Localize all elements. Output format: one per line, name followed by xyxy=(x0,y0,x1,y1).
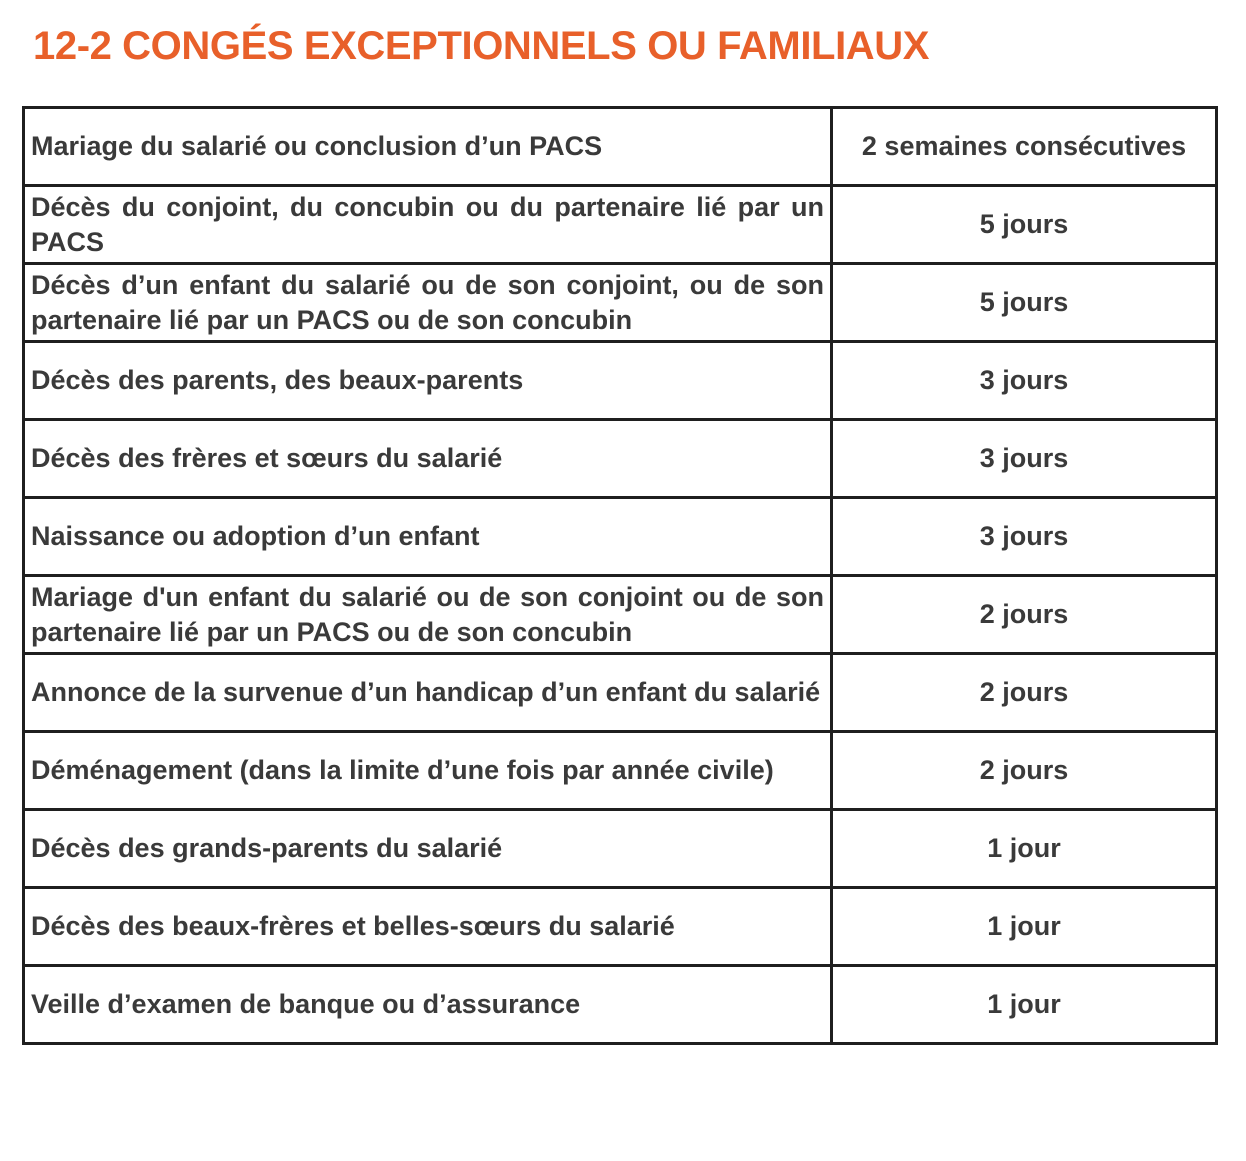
event-cell: Déménagement (dans la limite d’une fois par année civile) xyxy=(24,732,832,810)
table-row xyxy=(24,108,1217,186)
duration-cell: 3 jours xyxy=(832,342,1217,420)
event-cell: Décès des grands-parents du salarié xyxy=(24,810,832,888)
event-cell: Mariage du salarié ou conclusion d’un PACS xyxy=(24,108,832,186)
duration-cell: 2 jours xyxy=(832,576,1217,654)
duration-cell: 2 jours xyxy=(832,654,1217,732)
duration-cell: 3 jours xyxy=(832,498,1217,576)
table-row xyxy=(24,420,1217,498)
event-cell: Décès d’un enfant du salarié ou de son conjoint, ou de son partenaire lié par un PACS ou de son concubin xyxy=(24,264,832,342)
duration-cell: 1 jour xyxy=(832,810,1217,888)
page-title: 12-2 CONGÉS EXCEPTIONNELS OU FAMILIAUX xyxy=(33,24,930,68)
table-row xyxy=(24,810,1217,888)
duration-cell: 5 jours xyxy=(832,186,1217,264)
duration-cell: 2 jours xyxy=(832,732,1217,810)
event-cell: Annonce de la survenue d’un handicap d’un enfant du salarié xyxy=(24,654,832,732)
event-cell: Décès des parents, des beaux-parents xyxy=(24,342,832,420)
event-cell: Naissance ou adoption d’un enfant xyxy=(24,498,832,576)
table-row xyxy=(24,576,1217,654)
duration-cell: 2 semaines consécutives xyxy=(832,108,1217,186)
event-cell: Décès des frères et sœurs du salarié xyxy=(24,420,832,498)
table-row xyxy=(24,498,1217,576)
table-row xyxy=(24,888,1217,966)
event-cell: Décès des beaux-frères et belles-sœurs du salarié xyxy=(24,888,832,966)
table-row xyxy=(24,342,1217,420)
table-row xyxy=(24,732,1217,810)
leave-duration-table xyxy=(22,106,1218,1045)
table-row xyxy=(24,264,1217,342)
table-row xyxy=(24,654,1217,732)
duration-cell: 1 jour xyxy=(832,966,1217,1044)
event-cell: Décès du conjoint, du concubin ou du partenaire lié par un PACS xyxy=(24,186,832,264)
event-cell: Veille d’examen de banque ou d’assurance xyxy=(24,966,832,1044)
table-row xyxy=(24,966,1217,1044)
event-cell: Mariage d'un enfant du salarié ou de son conjoint ou de son partenaire lié par un PACS ou de son concubin xyxy=(24,576,832,654)
table-row xyxy=(24,186,1217,264)
duration-cell: 3 jours xyxy=(832,420,1217,498)
duration-cell: 5 jours xyxy=(832,264,1217,342)
duration-cell: 1 jour xyxy=(832,888,1217,966)
